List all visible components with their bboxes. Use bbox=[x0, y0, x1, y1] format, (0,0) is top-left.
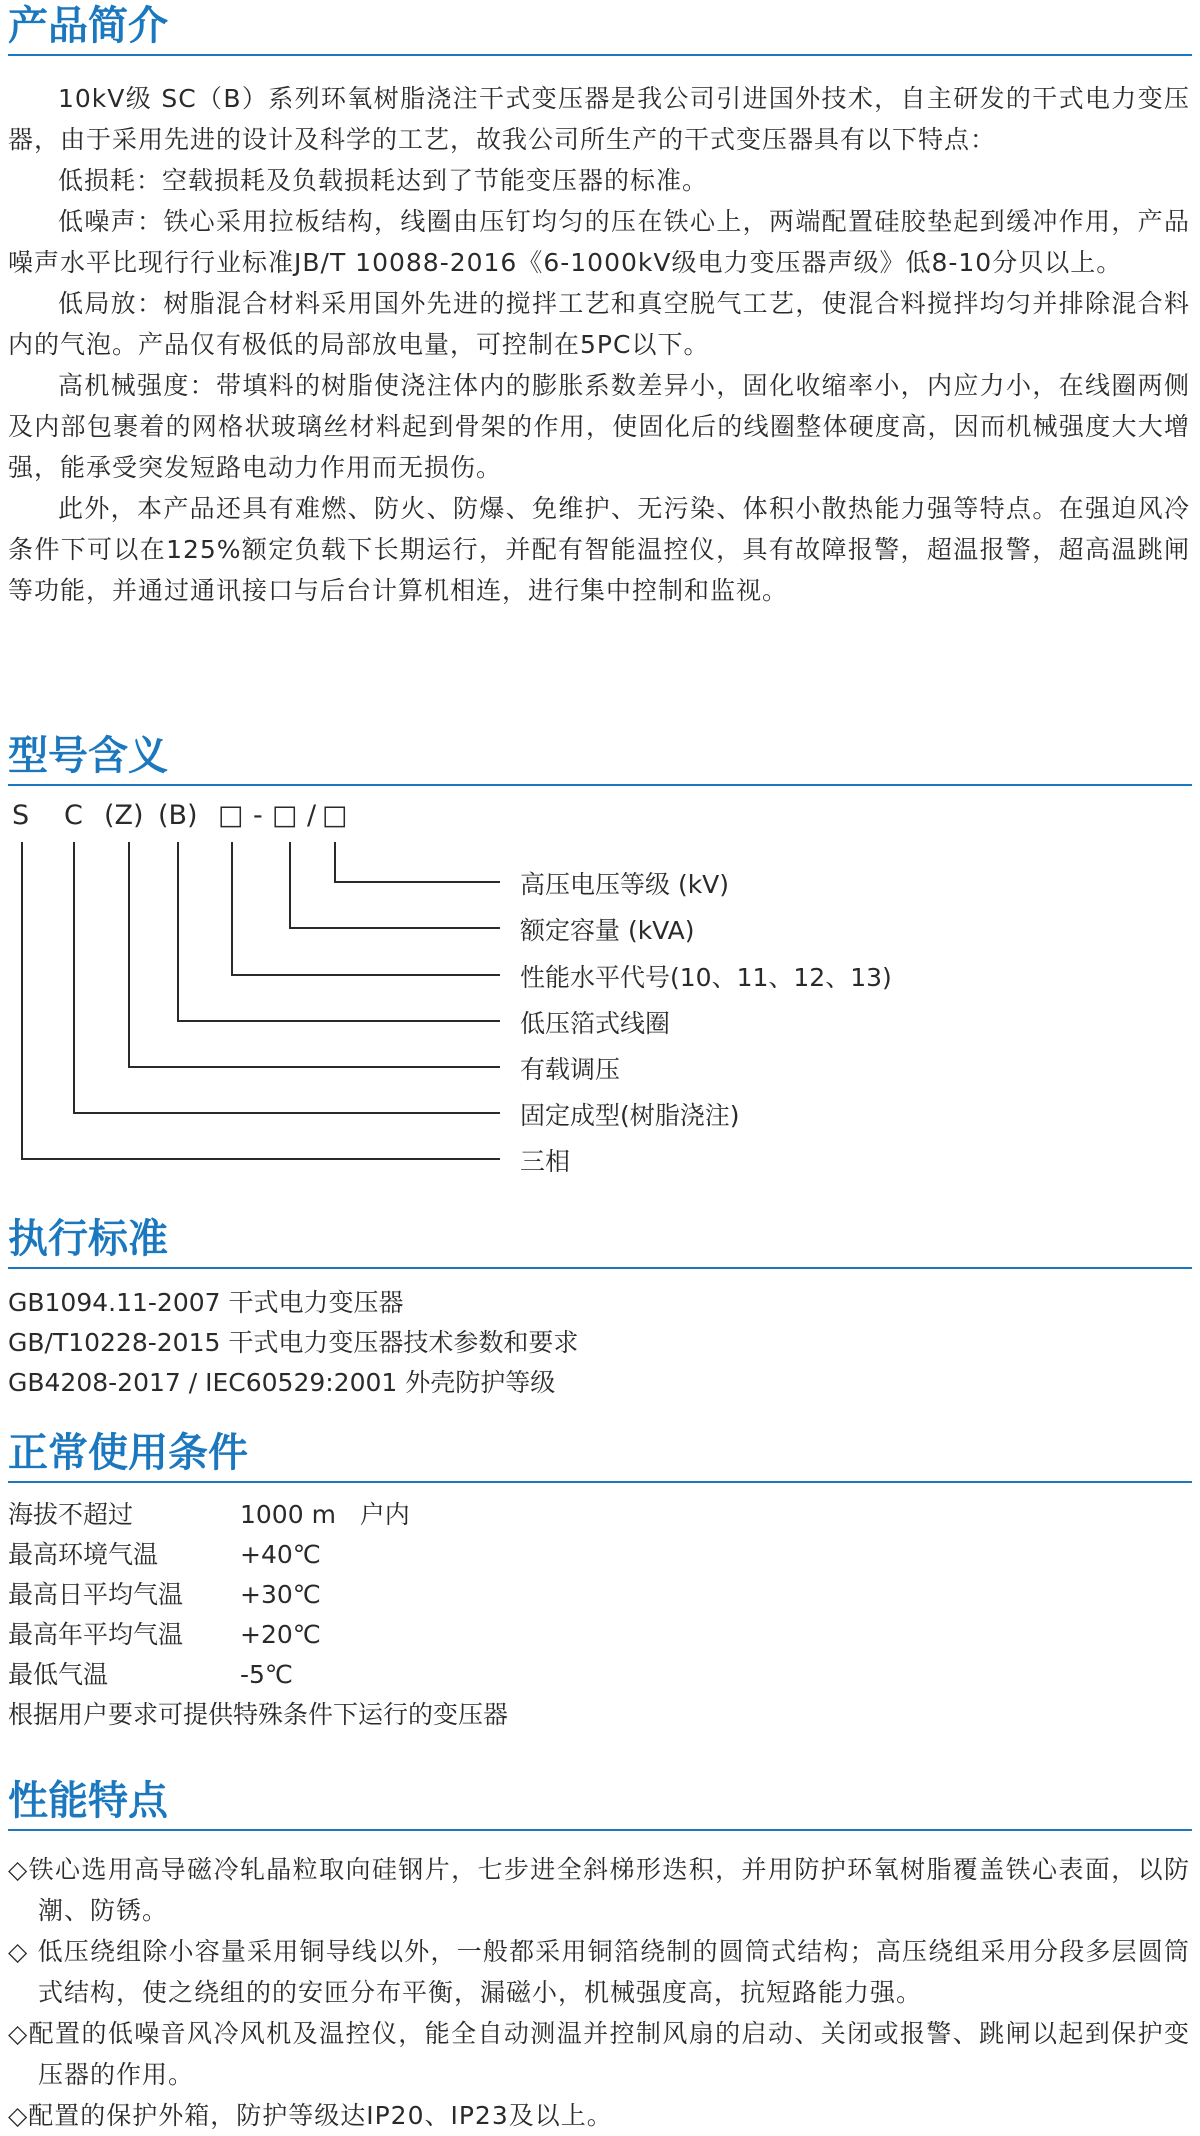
condition-value: +40℃ bbox=[240, 1540, 321, 1569]
model-label: 三相 bbox=[520, 1147, 571, 1176]
intro-paragraph: 此外，本产品还具有难燃、防火、防爆、免维护、无污染、体积小散热能力强等特点。在强迫风冷条件下可以在125%额定负载下长期运行，并配有智能温控仪，具有故障报警，超温报警，超高温跳闸等功能，并通过通讯接口与后台计算机相连，进行集中控制和监视。 bbox=[8, 494, 1190, 605]
model-code: / bbox=[307, 800, 317, 831]
model-code: (B) bbox=[158, 800, 198, 831]
model-code: C bbox=[64, 800, 83, 831]
model-code: (Z) bbox=[104, 800, 144, 831]
features-heading: 性能特点 bbox=[8, 1778, 168, 1824]
intro-paragraph: 低损耗：空载损耗及负载损耗达到了节能变压器的标准。 bbox=[58, 166, 709, 195]
condition-row bbox=[8, 1615, 1200, 1655]
model-code: □ bbox=[322, 800, 348, 831]
model-connector-lines bbox=[0, 800, 1200, 1200]
model-heading: 型号含义 bbox=[8, 733, 168, 779]
model-code: □ bbox=[218, 800, 244, 831]
condition-label: 最高环境气温 bbox=[8, 1540, 159, 1569]
model-label: 额定容量 (kVA) bbox=[520, 916, 695, 945]
conditions-heading: 正常使用条件 bbox=[8, 1430, 248, 1476]
model-diagram bbox=[0, 800, 1200, 1200]
model-section bbox=[0, 730, 1200, 1200]
condition-value: +20℃ bbox=[240, 1620, 321, 1649]
condition-label: 海拔不超过 bbox=[8, 1500, 134, 1529]
condition-row bbox=[8, 1655, 1200, 1695]
model-code: □ bbox=[272, 800, 298, 831]
standards-section bbox=[0, 1213, 1200, 1403]
intro-section bbox=[0, 0, 1200, 611]
conditions-note: 根据用户要求可提供特殊条件下运行的变压器 bbox=[8, 1700, 509, 1729]
model-label: 固定成型(树脂浇注) bbox=[520, 1101, 740, 1130]
features-section bbox=[0, 1775, 1200, 2136]
condition-row bbox=[8, 1495, 1200, 1535]
condition-row bbox=[8, 1575, 1200, 1615]
model-divider bbox=[8, 784, 1192, 786]
condition-value: -5℃ bbox=[240, 1660, 294, 1689]
condition-value: 1000 m 户内 bbox=[240, 1500, 410, 1529]
condition-label: 最高年平均气温 bbox=[8, 1620, 184, 1649]
conditions-section bbox=[0, 1427, 1200, 1735]
model-label: 高压电压等级 (kV) bbox=[520, 870, 730, 899]
intro-paragraph: 低噪声：铁心采用拉板结构，线圈由压钉均匀的压在铁心上，两端配置硅胶垫起到缓冲作用，产品噪声水平比现行行业标准JB/T 10088-2016《6-1000kV级电力变压器声级》低8-10分贝以上。 bbox=[8, 207, 1190, 277]
condition-value: +30℃ bbox=[240, 1580, 321, 1609]
feature-item: ◇配置的保护外箱，防护等级达IP20、IP23及以上。 bbox=[8, 2101, 613, 2130]
feature-item: ◇铁心选用高导磁冷轧晶粒取向硅钢片，七步进全斜梯形迭积，并用防护环氧树脂覆盖铁心表面，以防潮、防锈。 bbox=[8, 1855, 1190, 1925]
feature-item: ◇配置的低噪音风冷风机及温控仪，能全自动测温并控制风扇的启动、关闭或报警、跳闸以起到保护变压器的作用。 bbox=[8, 2019, 1190, 2089]
model-code: - bbox=[253, 800, 263, 831]
model-code: S bbox=[12, 800, 30, 831]
model-label: 低压箔式线圈 bbox=[520, 1009, 671, 1038]
standard-item: GB4208-2017 / IEC60529:2001 外壳防护等级 bbox=[8, 1368, 556, 1397]
standard-item: GB/T10228-2015 干式电力变压器技术参数和要求 bbox=[8, 1328, 579, 1357]
condition-row bbox=[8, 1535, 1200, 1575]
intro-paragraph: 低局放：树脂混合材料采用国外先进的搅拌工艺和真空脱气工艺，使混合料搅拌均匀并排除混合料内的气泡。产品仅有极低的局部放电量，可控制在5PC以下。 bbox=[8, 289, 1190, 359]
model-label: 有载调压 bbox=[520, 1055, 621, 1084]
condition-label: 最高日平均气温 bbox=[8, 1580, 184, 1609]
feature-item: ◇ 低压绕组除小容量采用铜导线以外，一般都采用铜箔绕制的圆筒式结构；高压绕组采用分段多层圆筒式结构，使之绕组的的安匝分布平衡，漏磁小，机械强度高，抗短路能力强。 bbox=[8, 1937, 1190, 2007]
model-label: 性能水平代号(10、11、12、13) bbox=[520, 963, 892, 992]
condition-label: 最低气温 bbox=[8, 1660, 109, 1689]
intro-heading: 产品简介 bbox=[8, 3, 168, 49]
standard-item: GB1094.11-2007 干式电力变压器 bbox=[8, 1288, 404, 1317]
intro-paragraph: 10kV级 SC（B）系列环氧树脂浇注干式变压器是我公司引进国外技术，自主研发的干式电力变压器，由于采用先进的设计及科学的工艺，故我公司所生产的干式变压器具有以下特点： bbox=[8, 84, 1190, 154]
standards-heading: 执行标准 bbox=[8, 1216, 168, 1262]
intro-paragraph: 高机械强度：带填料的树脂使浇注体内的膨胀系数差异小，固化收缩率小，内应力小，在线圈两侧及内部包裹着的网格状玻璃丝材料起到骨架的作用，使固化后的线圈整体硬度高，因而机械强度大大增强，能承受突发短路电动力作用而无损伤。 bbox=[8, 371, 1190, 482]
